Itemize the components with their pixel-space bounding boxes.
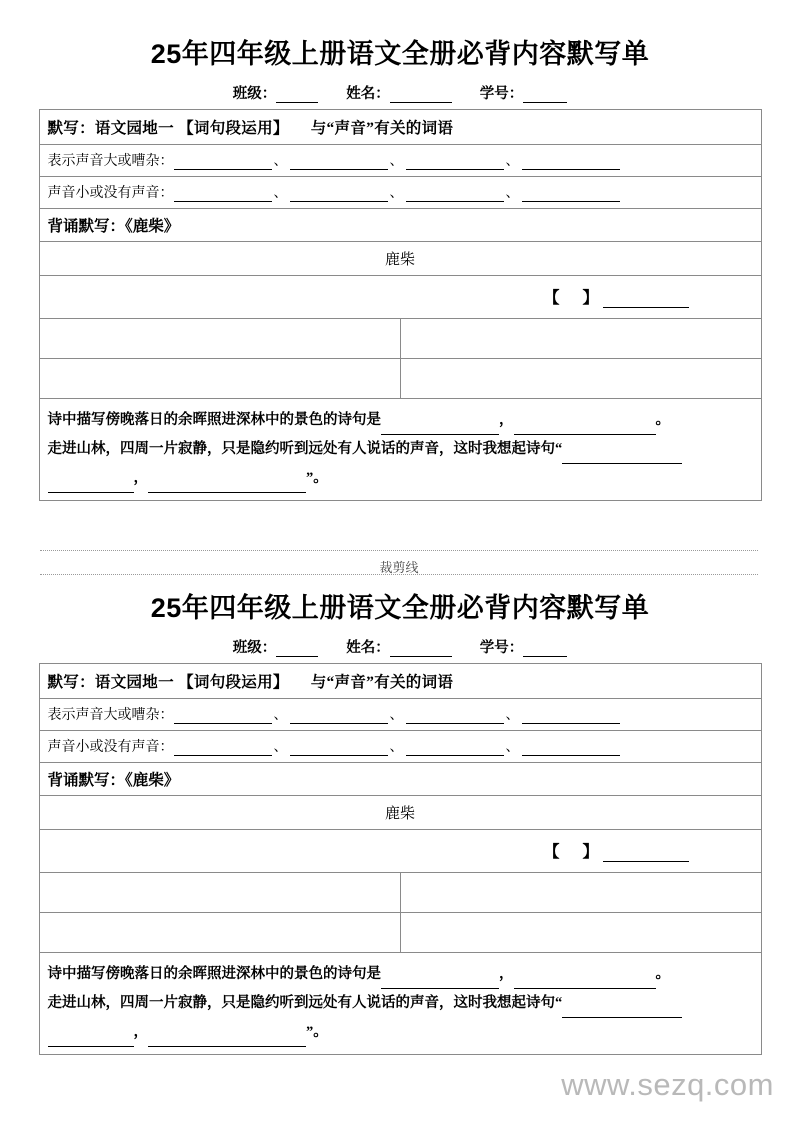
name-label: 姓名：	[346, 85, 390, 102]
question-1-text: 诗中描写傍晚落日的余晖照进深林中的景色的诗句是	[47, 965, 381, 982]
question-1	[48, 960, 753, 989]
word-blank[interactable]	[522, 156, 620, 170]
question-blank[interactable]	[148, 478, 306, 493]
verse-cell[interactable]	[400, 912, 761, 952]
verse-cell[interactable]	[400, 358, 761, 398]
question-2-quote-close: ”	[306, 1023, 314, 1040]
word-blank[interactable]	[290, 188, 388, 202]
table-row-words-quiet	[39, 176, 761, 208]
question-1	[48, 406, 753, 435]
word-separator: 、	[389, 186, 404, 202]
word-blank[interactable]	[174, 742, 272, 756]
word-separator: 、	[273, 740, 288, 756]
table-row-poem-author	[39, 275, 761, 318]
poem-author-blank[interactable]	[603, 847, 689, 862]
table-row-verse-1	[39, 318, 761, 358]
question-2-text: 走进山林，四周一片寂静，只是隐约听到远处有人说话的声音，这时我想起诗句“	[47, 994, 563, 1011]
cut-line-label: 裁剪线	[379, 560, 419, 575]
word-blank[interactable]	[406, 156, 504, 170]
question-blank[interactable]	[514, 974, 656, 989]
number-input-blank[interactable]	[523, 88, 567, 103]
table-row-header	[39, 109, 761, 144]
dictation-section: 【词句段运用】	[178, 673, 289, 691]
word-blank[interactable]	[174, 710, 272, 724]
question-blank[interactable]	[148, 1032, 306, 1047]
table-row-poem-author	[39, 829, 761, 872]
words-quiet-label: 声音小或没有声音：	[47, 186, 174, 202]
word-separator: 、	[505, 186, 520, 202]
question-2	[48, 435, 753, 493]
word-separator: 、	[505, 154, 520, 170]
worksheet-copy-1	[0, 38, 800, 501]
words-quiet-cell	[39, 176, 761, 208]
word-blank[interactable]	[406, 710, 504, 724]
number-label: 学号：	[479, 85, 524, 102]
word-blank[interactable]	[290, 742, 388, 756]
word-blank[interactable]	[406, 188, 504, 202]
poem-title-cell: 鹿柴	[39, 795, 761, 829]
verse-cell[interactable]	[39, 318, 400, 358]
table-row-poem-title	[39, 795, 761, 829]
recite-header-cell: 背诵默写：《鹿柴》	[39, 208, 761, 241]
words-loud-cell	[39, 144, 761, 176]
words-loud-label: 表示声音大或嘈杂：	[47, 154, 174, 170]
question-2-text: 走进山林，四周一片寂静，只是隐约听到远处有人说话的声音，这时我想起诗句“	[47, 440, 563, 457]
table-row-words-quiet	[39, 730, 761, 762]
question-blank[interactable]	[562, 449, 682, 464]
word-separator: 、	[273, 708, 288, 724]
words-loud-cell	[39, 698, 761, 730]
table-row-poem-title	[39, 241, 761, 275]
table-row-verse-1	[39, 872, 761, 912]
name-input-blank[interactable]	[390, 88, 452, 103]
dictation-topic: 与“声音”有关的词语	[310, 673, 454, 691]
student-info-line	[0, 636, 800, 657]
word-separator: 、	[389, 708, 404, 724]
question-blank[interactable]	[381, 420, 499, 435]
worksheet-table	[39, 109, 762, 501]
question-blank[interactable]	[514, 420, 656, 435]
number-label: 学号：	[479, 639, 524, 656]
page-title: 25年四年级上册语文全册必背内容默写单	[150, 593, 650, 623]
class-label: 班级：	[232, 85, 277, 102]
dictation-header-cell	[39, 663, 761, 698]
word-separator: 、	[273, 186, 288, 202]
word-separator: 、	[505, 708, 520, 724]
recite-header-cell: 背诵默写：《鹿柴》	[39, 762, 761, 795]
class-label: 班级：	[232, 639, 277, 656]
question-1-text: 诗中描写傍晚落日的余晖照进深林中的景色的诗句是	[47, 411, 381, 428]
name-label: 姓名：	[346, 639, 390, 656]
question-blank[interactable]	[48, 478, 134, 493]
question-2-end-punct: 。	[313, 469, 328, 486]
poem-author-blank[interactable]	[603, 293, 689, 308]
dynasty-bracket[interactable]	[543, 290, 599, 307]
words-loud-label: 表示声音大或嘈杂：	[47, 708, 174, 724]
question-2-quote-close: ”	[306, 469, 314, 486]
bracket-close: 】	[582, 844, 600, 862]
questions-cell	[39, 952, 761, 1054]
question-1-end-punct: 。	[655, 965, 670, 982]
question-2	[48, 989, 753, 1047]
word-blank[interactable]	[174, 156, 272, 170]
bracket-close: 】	[582, 290, 600, 308]
table-row-questions	[39, 952, 761, 1054]
question-1-mid-punct: ，	[499, 411, 514, 428]
word-blank[interactable]	[406, 742, 504, 756]
question-2-mid-punct: ，	[133, 1023, 148, 1040]
table-row-recite-header	[39, 208, 761, 241]
dictation-prefix: 默写：语文园地一	[47, 673, 174, 691]
words-quiet-label: 声音小或没有声音：	[47, 740, 174, 756]
class-input-blank[interactable]	[276, 88, 318, 103]
word-separator: 、	[389, 740, 404, 756]
poem-title-cell: 鹿柴	[39, 241, 761, 275]
verse-cell[interactable]	[39, 872, 400, 912]
verse-cell[interactable]	[400, 318, 761, 358]
verse-cell[interactable]	[39, 912, 400, 952]
question-2-end-punct: 。	[313, 1023, 328, 1040]
poem-author-cell	[39, 829, 761, 872]
dynasty-bracket[interactable]	[543, 844, 599, 861]
bracket-open: 【	[543, 844, 561, 862]
question-blank[interactable]	[562, 1003, 682, 1018]
table-row-words-loud	[39, 698, 761, 730]
word-blank[interactable]	[174, 188, 272, 202]
question-blank[interactable]	[48, 1032, 134, 1047]
cut-line-dots-top	[40, 550, 758, 551]
word-blank[interactable]	[290, 710, 388, 724]
worksheet-copy-2	[0, 592, 800, 1055]
table-row-verse-2	[39, 912, 761, 952]
word-blank[interactable]	[522, 188, 620, 202]
bracket-open: 【	[543, 290, 561, 308]
word-separator: 、	[505, 740, 520, 756]
words-quiet-cell	[39, 730, 761, 762]
worksheet-table	[39, 663, 762, 1055]
cut-line-dots-bottom	[40, 574, 758, 575]
word-blank[interactable]	[522, 710, 620, 724]
question-1-mid-punct: ，	[499, 965, 514, 982]
class-input-blank[interactable]	[276, 642, 318, 657]
dictation-header-cell	[39, 109, 761, 144]
word-separator: 、	[389, 154, 404, 170]
page-title: 25年四年级上册语文全册必背内容默写单	[150, 39, 650, 69]
verse-cell[interactable]	[39, 358, 400, 398]
question-1-end-punct: 。	[655, 411, 670, 428]
questions-cell	[39, 398, 761, 500]
name-input-blank[interactable]	[390, 642, 452, 657]
cut-line	[40, 548, 758, 580]
poem-author-cell	[39, 275, 761, 318]
question-2-mid-punct: ，	[133, 469, 148, 486]
verse-cell[interactable]	[400, 872, 761, 912]
number-input-blank[interactable]	[523, 642, 567, 657]
dictation-section: 【词句段运用】	[178, 119, 289, 137]
word-blank[interactable]	[522, 742, 620, 756]
table-row-recite-header	[39, 762, 761, 795]
dictation-prefix: 默写：语文园地一	[47, 119, 174, 137]
word-blank[interactable]	[290, 156, 388, 170]
table-row-questions	[39, 398, 761, 500]
table-row-words-loud	[39, 144, 761, 176]
student-info-line	[0, 82, 800, 103]
table-row-verse-2	[39, 358, 761, 398]
site-watermark: www.sezq.com	[561, 1067, 774, 1102]
question-blank[interactable]	[381, 974, 499, 989]
table-row-header	[39, 663, 761, 698]
dictation-topic: 与“声音”有关的词语	[310, 119, 454, 137]
word-separator: 、	[273, 154, 288, 170]
